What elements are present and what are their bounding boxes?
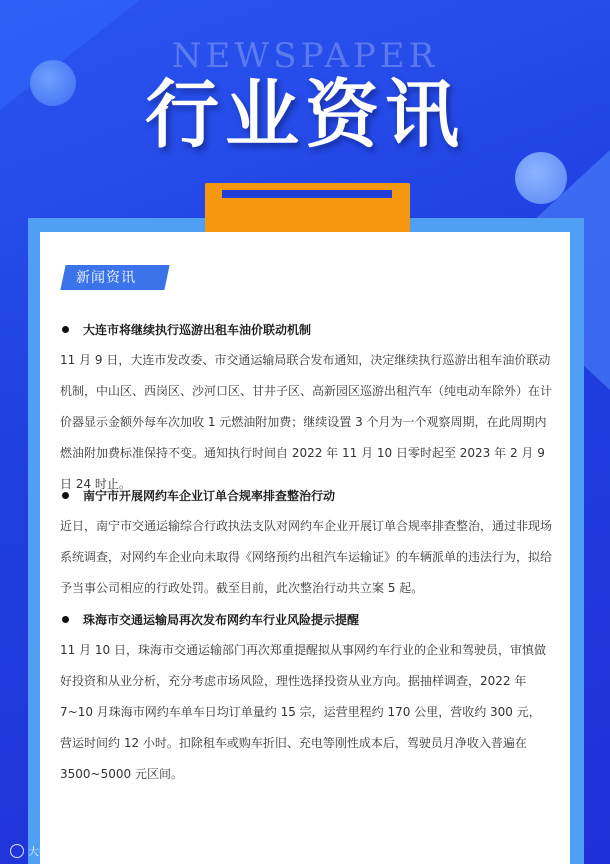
bullet-icon: [62, 492, 69, 499]
bullet-icon: [62, 616, 69, 623]
watermark: 大数跨境: [10, 843, 72, 859]
article-title: 大连市将继续执行巡游出租车油价联动机制: [62, 321, 311, 338]
section-label: 新闻资讯: [76, 270, 136, 286]
article-title: 珠海市交通运输局再次发布网约车行业风险提示提醒: [62, 611, 359, 628]
article-body: 11 月 9 日，大连市发改委、市交通运输局联合发布通知，决定继续执行巡游出租车油价联动机制，中山区、西岗区、沙河口区、甘井子区、高新园区巡游出租汽车（纯电动车除外）在计价器显示金额外每车次加收 1 元燃油附加费；继续设置 3 个月为一个观察周期，在此周期内燃油附加费标准保持不变。通知执行时间自 2022 年 11 月 10 日零时起至 2023 年 2 月 9 日 24 时止。: [60, 353, 553, 491]
article-body: 11 月 10 日，珠海市交通运输部门再次郑重提醒拟从事网约车行业的企业和驾驶员，审慎做好投资和从业分析，充分考虑市场风险，理性选择投资从业方向。据抽样调查，2022 年 7~10 月珠海市网约车单车日均订单量约 15 宗，运营里程约 170 公里，营收约 300 元，营运时间约 12 小时。扣除租车或购车折旧、充电等刚性成本后，驾驶员月净收入普遍在 3500~5000 元区间。: [60, 643, 546, 781]
bullet-icon: [62, 326, 69, 333]
tab-slot: [222, 190, 392, 198]
page-title: 行业资讯: [145, 72, 465, 158]
masthead-english: NEWSPAPER: [171, 36, 439, 76]
article-title: 南宁市开展网约车企业订单合规率排查整治行动: [62, 487, 335, 504]
article-body: 近日，南宁市交通运输综合行政执法支队对网约车企业开展订单合规率排查整治，通过非现场系统调查，对网约车企业向未取得《网络预约出租汽车运输证》的车辆派单的违法行为，拟给予当事公司相应的行政处罚。截至目前，此次整治行动共立案 5 起。: [60, 519, 553, 595]
watermark-logo-icon: [10, 844, 24, 858]
